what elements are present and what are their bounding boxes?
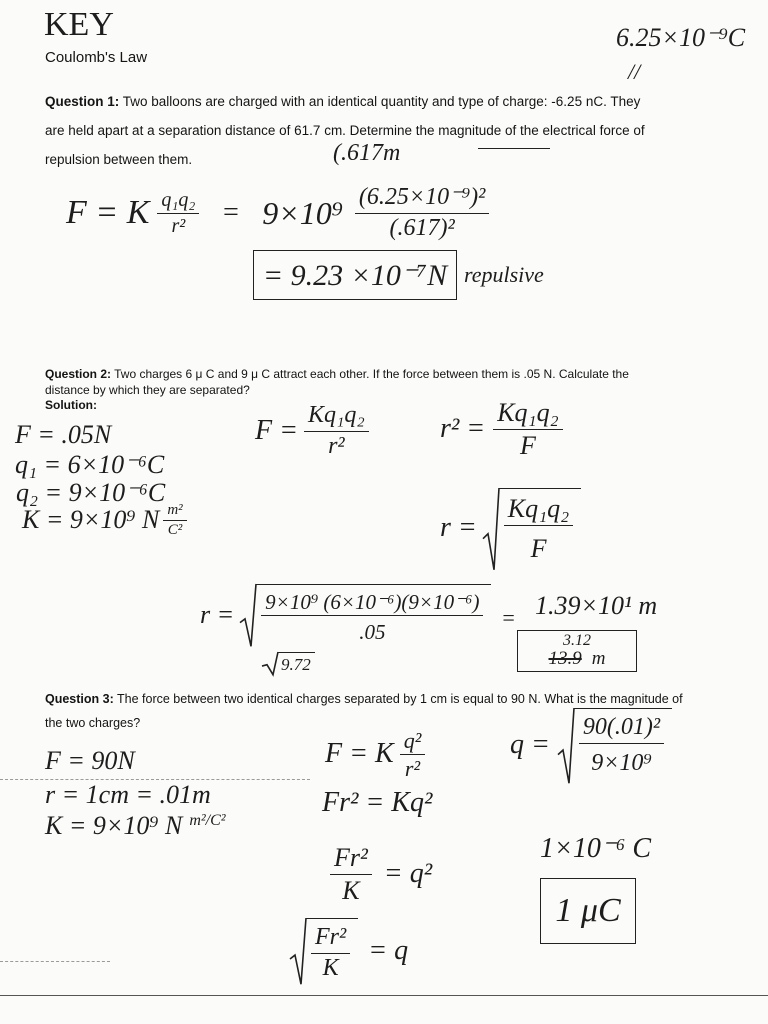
- q3-constant-value: K = 9×10⁹ N: [45, 811, 183, 840]
- q2-radicand-radical: [262, 652, 315, 675]
- q2-given-charge-1: q₁ = 6×10⁻⁶C: [15, 450, 165, 479]
- q2-text-2: distance by which they are separated?: [45, 383, 250, 397]
- q2-given-charge-2: q₂ = 9×10⁻⁶C: [16, 478, 166, 507]
- q1-underline-mark: [478, 148, 550, 149]
- answer-key-mark: KEY: [44, 6, 114, 43]
- q2-rearranged: [440, 398, 563, 461]
- page-bottom-border: [0, 995, 768, 996]
- q3-solve-den: 9×10⁹: [591, 749, 652, 776]
- q2-root-lhs: r =: [440, 512, 477, 544]
- q2-answer-struck: 13.9: [548, 648, 582, 670]
- q3-step-4-rhs: = q: [368, 934, 409, 966]
- q1-label: Question 1:: [45, 94, 120, 109]
- q2-substituted-den: .05: [359, 620, 386, 645]
- q2-formula: [255, 402, 369, 460]
- q1-distance-note: (.617m: [333, 140, 401, 166]
- q2-root: [440, 488, 581, 570]
- scan-dashed-line: [0, 961, 110, 962]
- radical-sign-icon: [262, 652, 278, 675]
- q3-step-4-fraction: [311, 924, 350, 982]
- q1-work-equals: =: [221, 196, 241, 228]
- q3-text-2: the two charges?: [45, 716, 141, 730]
- q2-substituted-fraction: [261, 590, 483, 644]
- q2-substituted: [200, 584, 491, 646]
- q2-rearranged-num: Kq₁q₂: [493, 398, 562, 430]
- q3-step-4-radical: [290, 918, 358, 984]
- q3-step-1-num: q²: [400, 728, 426, 755]
- q2-rearranged-lhs: r² =: [440, 412, 486, 444]
- q2-answer-unit: m: [591, 648, 606, 670]
- q3-step-3-num: Fr²: [330, 843, 372, 875]
- q2-constant-unit-num: m²: [163, 502, 186, 521]
- q1-text-3: repulsion between them.: [45, 152, 193, 167]
- q2-constant-value: K = 9×10⁹ N: [22, 505, 160, 535]
- q2-root-num: Kq₁q₂: [504, 494, 573, 526]
- q2-label: Question 2:: [45, 367, 112, 381]
- radical-sign-icon: [290, 918, 306, 984]
- q3-step-1-fraction: [400, 728, 426, 782]
- q2-answer-box: [517, 630, 637, 672]
- q2-root-radical: [483, 488, 581, 570]
- q2-substituted-radical: [240, 584, 491, 646]
- q3-constant-unit: m²/C²: [189, 812, 226, 829]
- q2-root-fraction: [504, 494, 573, 564]
- q1-answer-box: [253, 250, 457, 300]
- q2-formula-fraction: [304, 402, 369, 460]
- q2-formula-num: Kq₁q₂: [304, 402, 369, 432]
- q3-solve-radical: [558, 708, 672, 783]
- q3-step-3-fraction: [330, 843, 372, 906]
- q2-constant-unit: [163, 502, 186, 540]
- q1-work-equation: [66, 184, 489, 242]
- q2-radicand-note: [262, 652, 315, 675]
- q2-substituted-lhs: r =: [200, 599, 235, 629]
- charge-note: 6.25×10⁻⁹C: [616, 23, 746, 52]
- q1-substitution-fraction: [355, 184, 489, 242]
- q1-formula-fraction: [157, 189, 199, 238]
- radical-sign-icon: [240, 584, 256, 646]
- q2-result: 1.39×10¹ m: [535, 591, 658, 620]
- q1-sub-den: (.617)²: [389, 214, 455, 241]
- q1-sub-num: (6.25×10⁻⁹)²: [355, 184, 489, 214]
- q1-k-value: 9×10⁹: [262, 194, 343, 231]
- q3-given-distance: r = 1cm = .01m: [45, 780, 211, 809]
- q3-step-3-den: K: [342, 875, 360, 905]
- q3-solve: [510, 708, 672, 783]
- q1-formula-num: q₁q₂: [157, 189, 199, 214]
- q1-work-lhs: F = K: [66, 194, 150, 232]
- q3-text-1: The force between two identical charges separated by 1 cm is equal to 90 N. What is the magnitude of: [117, 692, 683, 706]
- q3-result: 1×10⁻⁶ C: [540, 833, 652, 864]
- q2-answer-corrected: 3.12: [563, 632, 591, 650]
- q2-formula-lhs: F =: [255, 414, 298, 446]
- q2-rearranged-fraction: [493, 398, 562, 461]
- q3-step-4-num: Fr²: [311, 924, 350, 954]
- q1-line-1: [45, 94, 640, 110]
- q2-given-constant: [22, 502, 187, 540]
- q2-solution-label: Solution:: [45, 398, 97, 412]
- charge-note-mark: //: [628, 59, 641, 84]
- q3-solve-num: 90(.01)²: [579, 714, 664, 744]
- q3-answer-box: [540, 878, 636, 944]
- q3-answer: 1 μC: [555, 892, 621, 930]
- worksheet-title: Coulomb's Law: [45, 49, 148, 66]
- q2-text-1: Two charges 6 μ C and 9 μ C attract each other. If the force between them is .05 N. Calculate the: [114, 367, 629, 381]
- q3-step-2: Fr² = Kq²: [322, 787, 433, 818]
- q3-step-1: [325, 728, 425, 782]
- q3-given-constant: [45, 812, 226, 841]
- q2-root-den: F: [530, 533, 547, 563]
- q2-rearranged-den: F: [519, 430, 536, 460]
- q1-answer: = 9.23 ×10⁻⁷N: [262, 258, 448, 292]
- q3-solve-fraction: [579, 714, 664, 777]
- q3-step-1-den: r²: [404, 756, 421, 782]
- q1-formula-den: r²: [171, 214, 186, 237]
- q2-answer-row: [549, 649, 606, 669]
- q3-step-3-rhs: = q²: [383, 857, 433, 889]
- q3-solve-lhs: q =: [510, 729, 550, 761]
- q3-label: Question 3:: [45, 692, 114, 706]
- q2-radicand-value: 9.72: [278, 652, 315, 675]
- q1-answer-note: repulsive: [464, 262, 544, 287]
- q1-text-2: are held apart at a separation distance of 61.7 cm. Determine the magnitude of the electrical force of: [45, 123, 645, 138]
- q3-line-1: [45, 692, 683, 707]
- q3-step-4-den: K: [322, 954, 339, 981]
- radical-sign-icon: [558, 708, 574, 783]
- q2-constant-unit-den: C²: [167, 522, 183, 539]
- q2-line-1: [45, 367, 629, 381]
- q3-given-force: F = 90N: [45, 746, 135, 775]
- q3-step-4: [290, 918, 408, 984]
- q2-substituted-num: 9×10⁹ (6×10⁻⁶)(9×10⁻⁶): [261, 590, 483, 616]
- q3-step-1-lhs: F = K: [325, 738, 394, 770]
- q3-step-3: [330, 843, 432, 906]
- radical-sign-icon: [483, 488, 499, 570]
- q2-formula-den: r²: [328, 432, 345, 459]
- q2-substituted-equals: =: [501, 605, 516, 630]
- q1-text-1: Two balloons are charged with an identical quantity and type of charge: -6.25 nC. They: [122, 94, 641, 109]
- q2-given-force: F = .05N: [15, 420, 112, 449]
